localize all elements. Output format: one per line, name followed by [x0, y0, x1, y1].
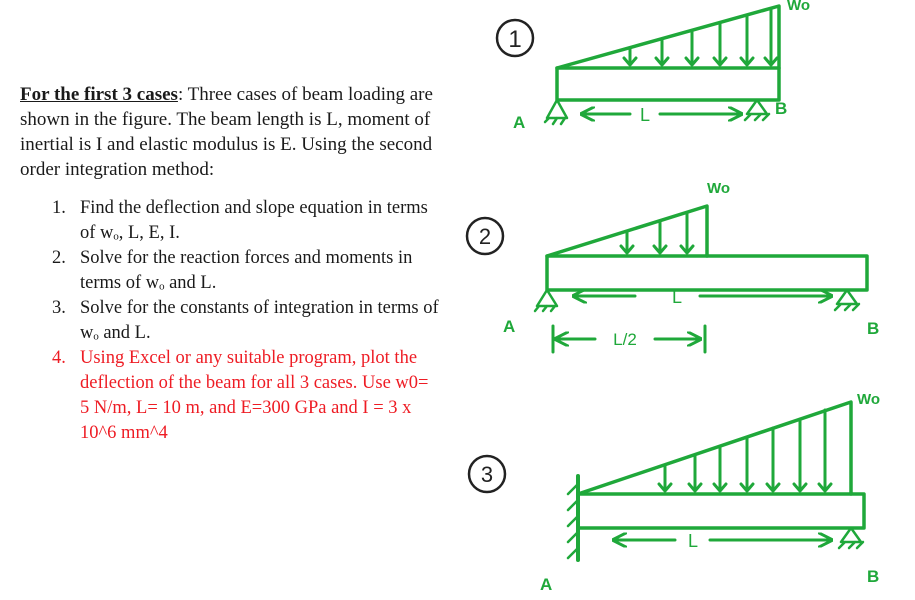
length-label: L: [639, 105, 651, 125]
task-text: Find the deflection and slope equation in terms of wₒ, L, E, I.: [80, 198, 428, 243]
task-item: [20, 246, 440, 296]
task-list: [20, 196, 440, 446]
support-label-a: A: [513, 113, 526, 132]
load-arrows: [659, 410, 831, 491]
half-length-label: L/2: [613, 330, 637, 349]
beam: [547, 256, 867, 290]
distributed-load: [578, 402, 851, 494]
case-3-diagram: [469, 391, 880, 594]
task-text: Solve for the reaction forces and moments in terms of wₒ and L.: [80, 248, 413, 293]
intro-title: For the first 3 cases: [20, 84, 178, 105]
task-text: Solve for the constants of integration in terms of wₒ and L.: [80, 298, 439, 343]
support-label-b: B: [867, 567, 880, 586]
task-number: 2.: [52, 248, 66, 268]
load-label: Wo: [707, 180, 731, 197]
case-number: 2: [478, 224, 492, 249]
case-number: 1: [508, 26, 522, 53]
load-label: Wo: [787, 0, 811, 14]
task-number: 3.: [52, 298, 66, 318]
task-number: 4.: [52, 348, 66, 368]
load-label: Wo: [857, 391, 881, 408]
problem-text: [20, 82, 440, 446]
support-label-a: A: [503, 317, 516, 336]
pin-support: [535, 290, 557, 311]
task-number: 1.: [52, 198, 66, 218]
support-label-b: B: [867, 319, 880, 338]
beam: [578, 494, 864, 528]
roller-support: [745, 100, 769, 120]
intro-text: : Three cases of beam loading are shown in the figure. The beam length is L, moment of inertial is I and elastic modulus is E. Using the second order integration method:: [20, 84, 433, 180]
task-item-highlighted: [20, 346, 440, 446]
length-label: L: [687, 531, 699, 551]
support-label-b: B: [775, 99, 788, 118]
case-1-diagram: [497, 0, 810, 132]
roller-support: [839, 528, 863, 548]
case-2-diagram: [467, 180, 879, 352]
task-item: [20, 296, 440, 346]
support-label-a: A: [540, 575, 553, 594]
task-text: Using Excel or any suitable program, plot the deflection of the beam for all 3 cases. Use w0= 5 N/m, L= 10 m, and E=300 GPa and I = 3 x 10^6 mm^4: [80, 348, 429, 443]
beam: [557, 68, 779, 100]
load-arrows: [624, 10, 777, 65]
roller-support: [835, 290, 859, 310]
length-label: L: [671, 287, 683, 307]
case-number: 3: [480, 462, 494, 487]
pin-support: [545, 100, 567, 124]
task-item: [20, 196, 440, 246]
beam-loading-figure: [455, 0, 910, 600]
intro-paragraph: [20, 82, 440, 182]
